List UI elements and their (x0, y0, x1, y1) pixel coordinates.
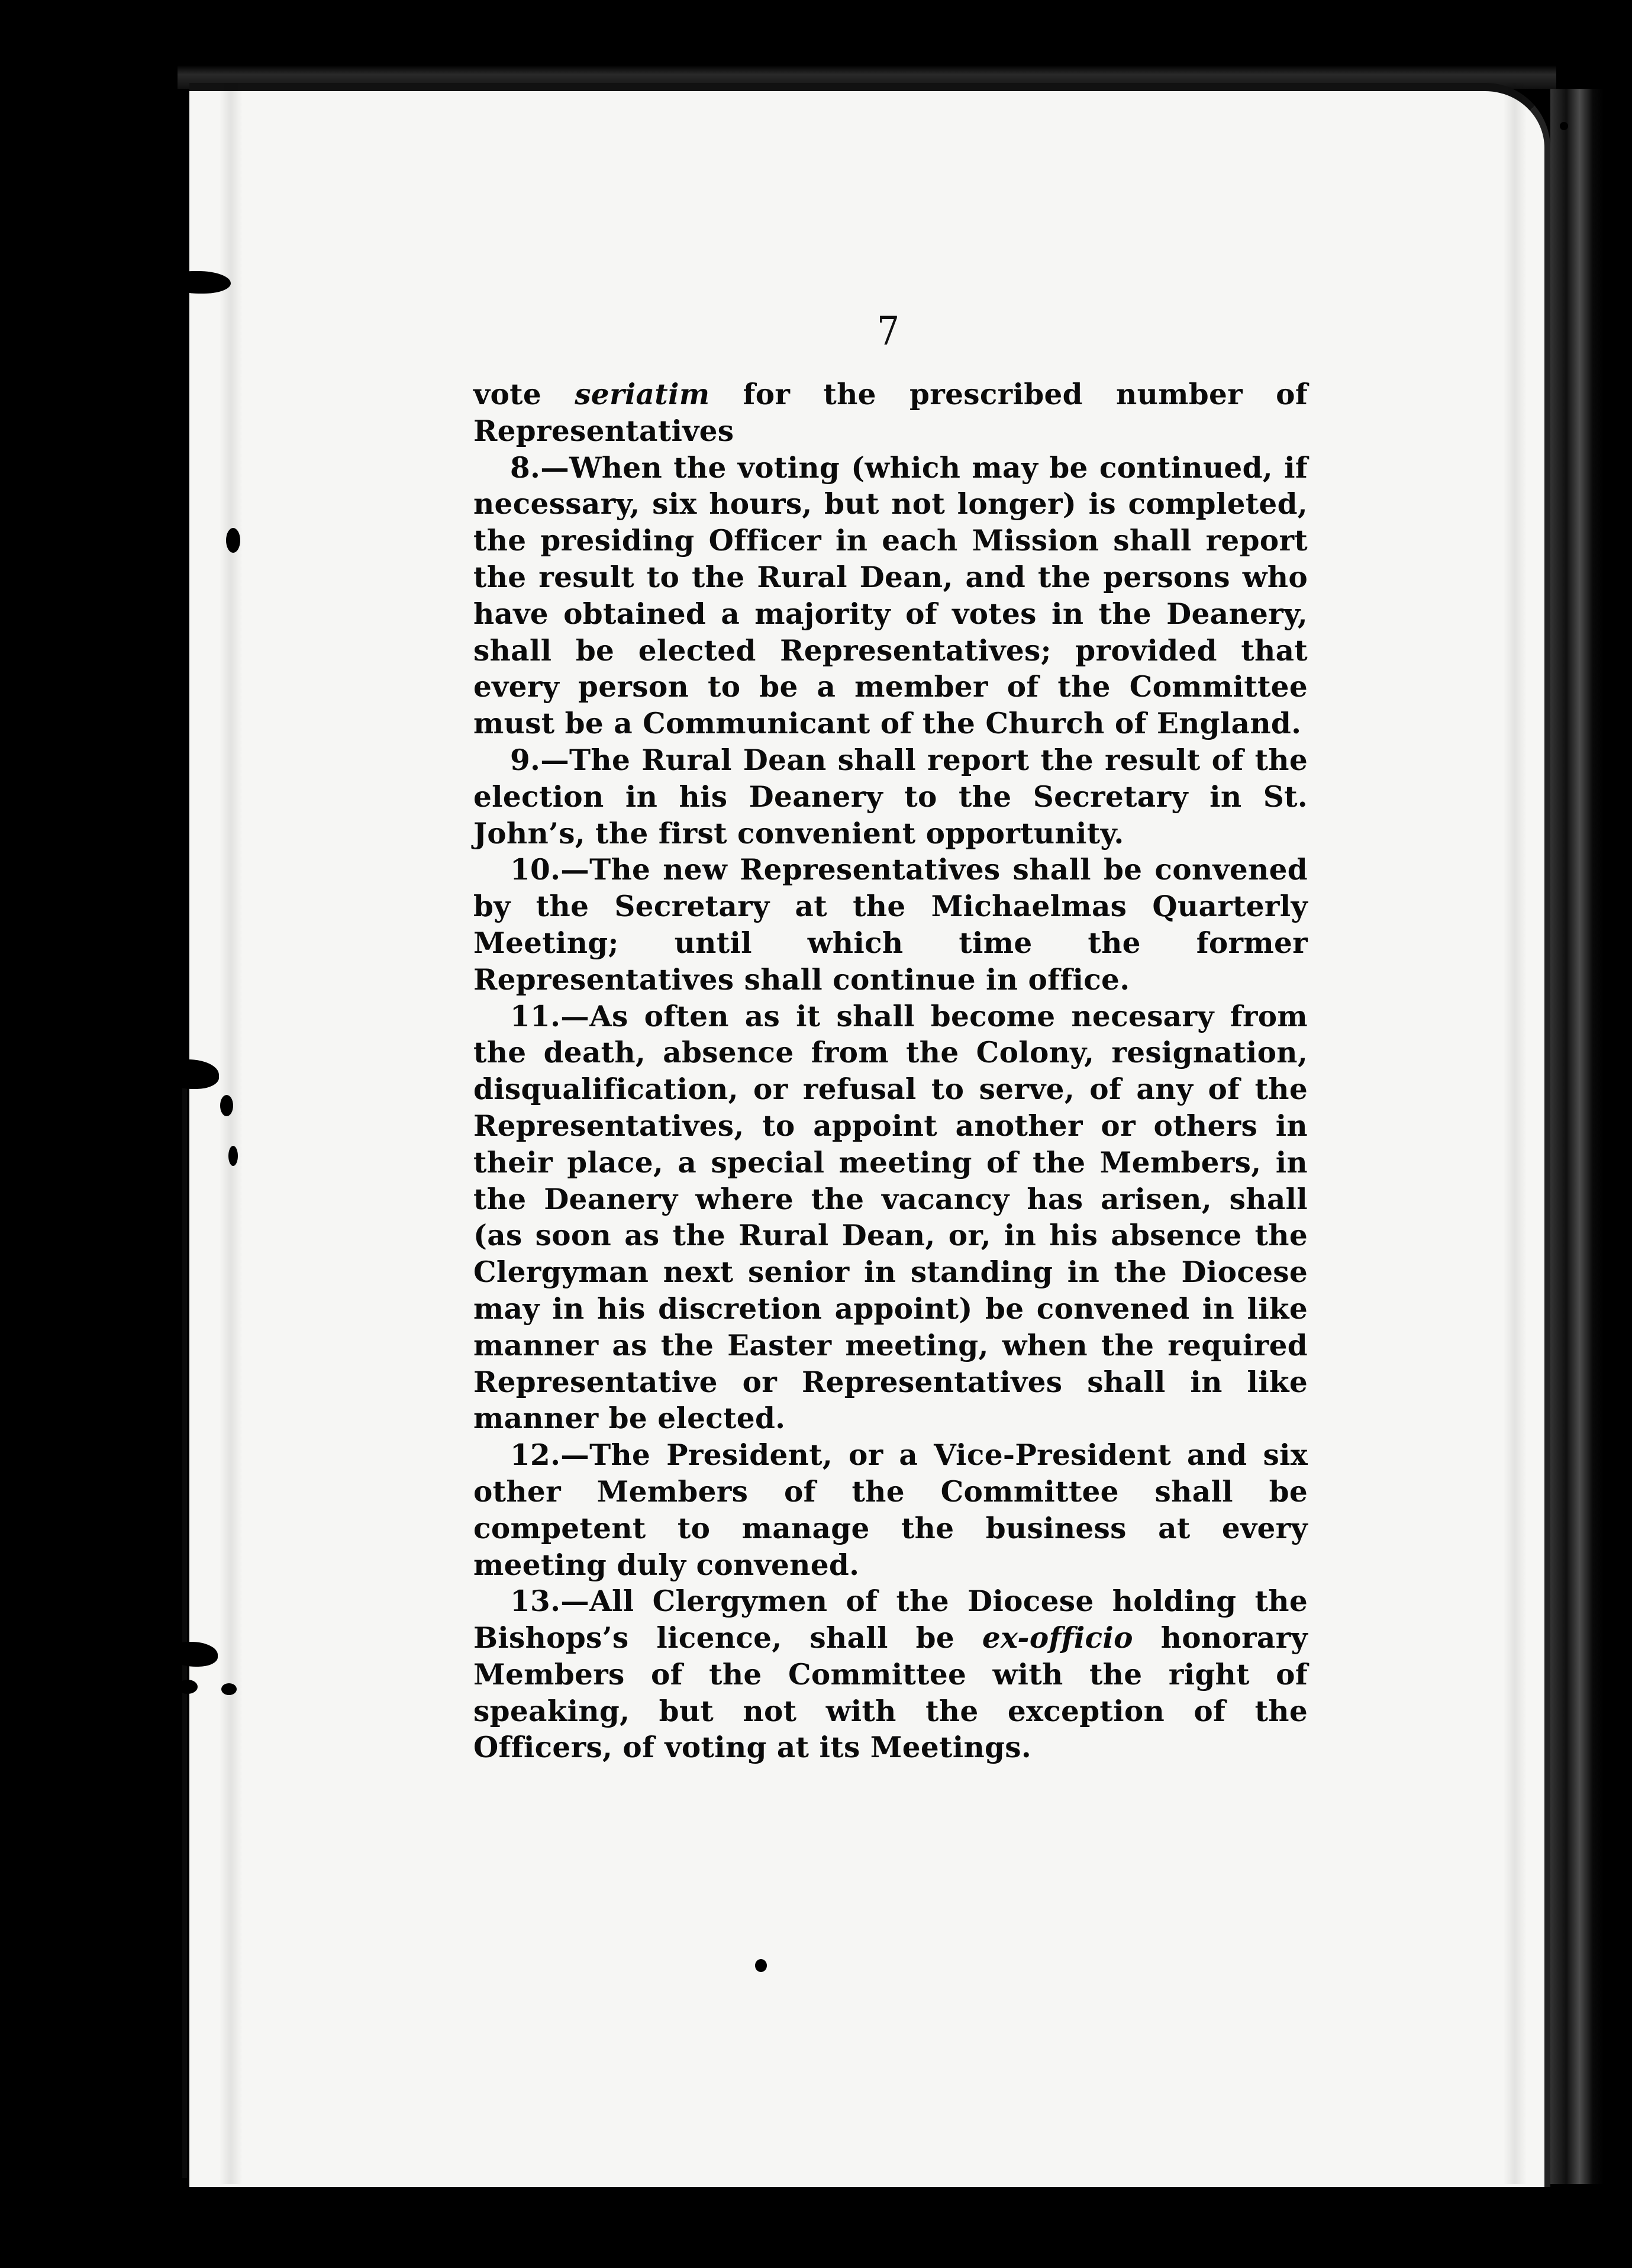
page-right-edge-curl (1550, 89, 1604, 2184)
stitch-hole (226, 528, 240, 553)
text-run: 13.—All Clergymen of the Diocese holding the Bishops’s licence, shall be (473, 1584, 1308, 1655)
stitch-mark-top (172, 271, 231, 294)
stitch-hole (141, 1142, 150, 1162)
paragraph-8: 8.—When the voting (which may be continued, if necessary, six hours, but not longer) is completed, the presiding Officer in each Mission shall report the result to the Rural Dean, and the persons who have obtained a majority of votes in the Deanery, shall be elected Representatives; provided that every person to be a member of the Committee must be a Communicant of the Church of England. (473, 450, 1308, 741)
text-run: honorary Members of the Committee with the right of speaking, but not with the exception of the Officers, of voting at its Meetings. (473, 1621, 1308, 1765)
ink-speck (755, 1959, 767, 1972)
stitch-hole (178, 1680, 198, 1694)
stitch-hole (221, 1683, 237, 1695)
text-run: vote (473, 378, 575, 411)
text-run: for the prescribed number of Representatives (473, 378, 1308, 448)
ink-speck (1560, 122, 1568, 130)
page-number: 7 (877, 308, 900, 355)
paragraph-10: 10.—The new Representatives shall be convened by the Secretary at the Michaelmas Quarterly Meeting; until which time the former Representatives shall continue in office. (473, 853, 1308, 997)
stitch-hole (148, 526, 163, 549)
stitch-hole (228, 1146, 238, 1166)
italic-term: seriatim (575, 378, 710, 411)
stitch-mark-middle (160, 1059, 219, 1089)
paragraph-12: 12.—The President, or a Vice-President and six other Members of the Committee shall be competent to manage the business at every meeting duly convened. (473, 1438, 1308, 1582)
body-text (473, 376, 1308, 1766)
paragraph-13 (473, 1583, 1308, 1766)
paragraph-11: 11.—As often as it shall become necesary from the death, absence from the Colony, resignation, disqualification, or refusal to serve, of any of the Representatives, to appoint another or others in their place, a special meeting of the Members, in the Deanery where the vacancy has arisen, shall (as soon as the Rural Dean, or, in his absence the Clergyman next senior in standing in the Diocese may in his discretion appoint) be convened in like manner as the Easter meeting, when the required Representative or Representatives shall in like manner be elected. (473, 999, 1308, 1436)
binding-line (182, 1065, 187, 2178)
binding-crease (219, 83, 243, 2184)
stitch-mark-bottom (167, 1642, 218, 1667)
stitch-hole (148, 1093, 161, 1114)
italic-term: ex-officio (982, 1621, 1133, 1655)
paragraph-continuation (473, 376, 1308, 450)
paragraph-9: 9.—The Rural Dean shall report the result of the election in his Deanery to the Secretary in St. John’s, the first convenient opportunity. (473, 743, 1308, 851)
right-crease (1503, 83, 1527, 2184)
stitch-hole (220, 1095, 233, 1116)
